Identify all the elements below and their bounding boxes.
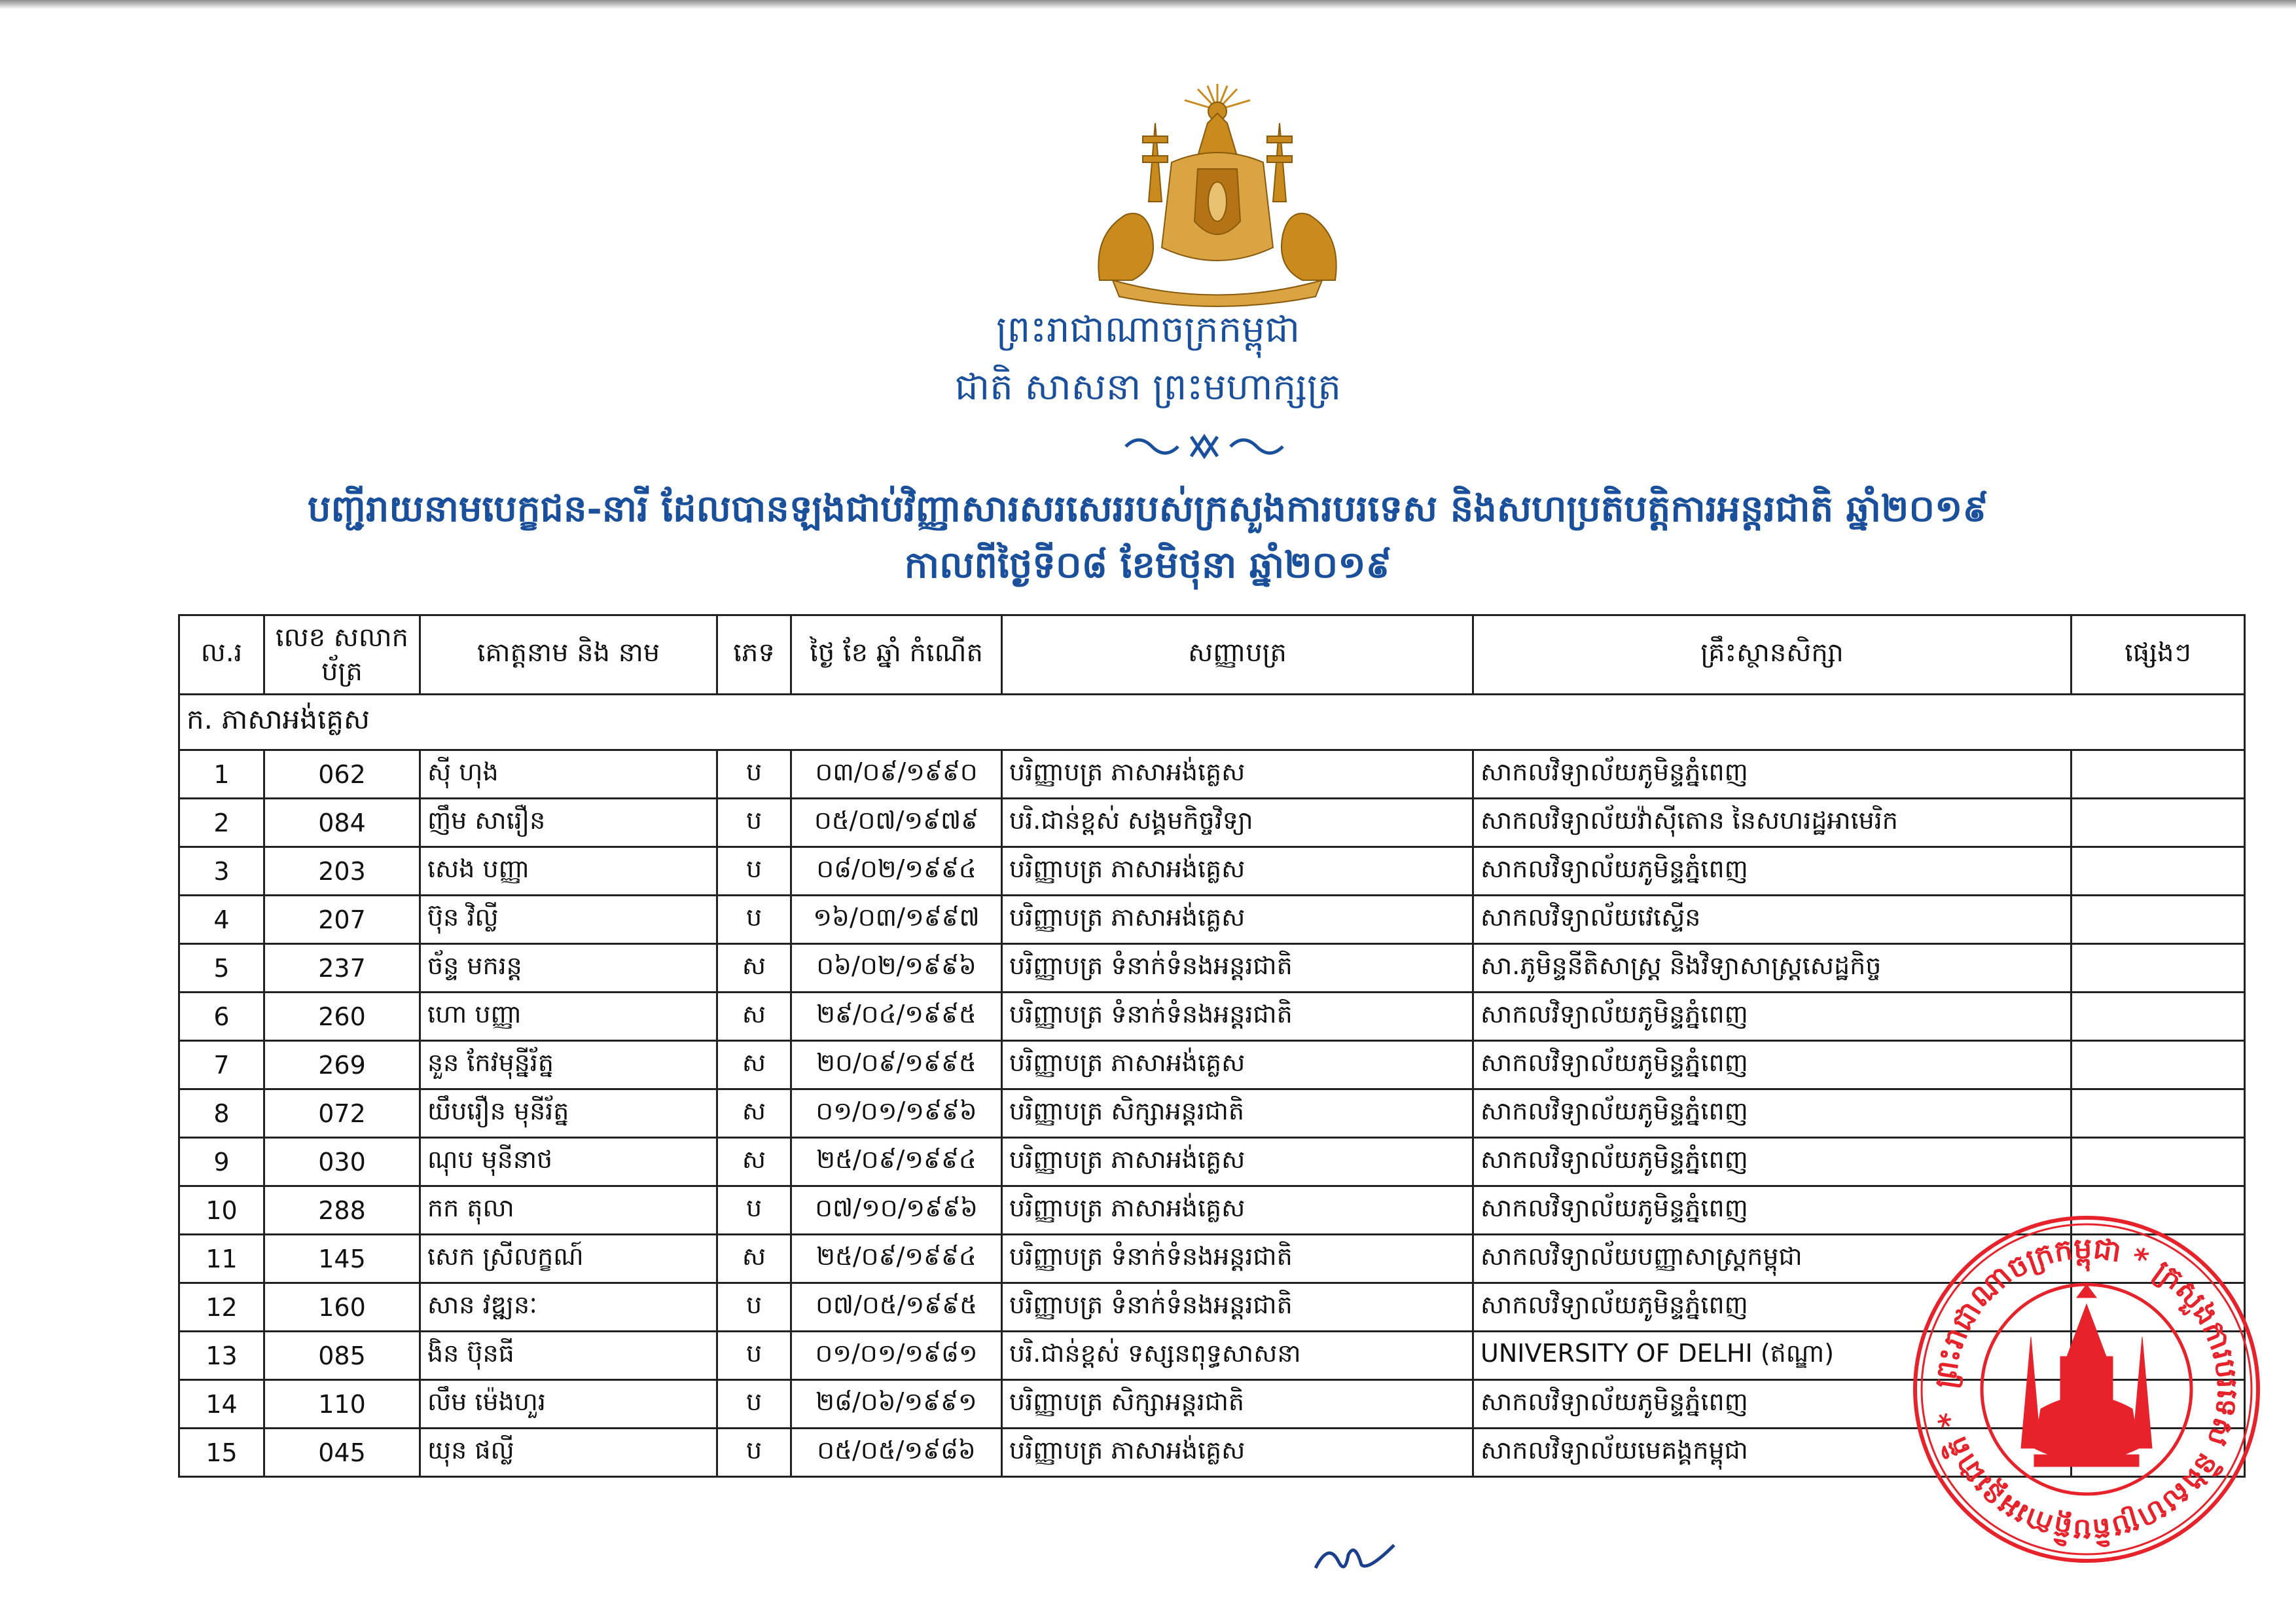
column-header-certificate: លេខ សលាកប័ត្រ	[264, 615, 420, 695]
cell-certificate: 288	[264, 1186, 420, 1235]
table-row	[179, 847, 2245, 896]
cell-degree: បរិញ្ញាបត្រ ទំនាក់ទំនងអន្តរជាតិ	[1002, 993, 1473, 1041]
cell-dob: ០៨/០២/១៩៩៤	[791, 847, 1002, 896]
cell-certificate: 269	[264, 1041, 420, 1089]
cell-certificate: 072	[264, 1089, 420, 1138]
cell-institution: សាកលវិទ្យាល័យភូមិន្ទភ្នំពេញ	[1473, 1041, 2072, 1089]
cell-number: 13	[179, 1332, 264, 1380]
official-seal-icon	[1910, 1213, 2263, 1566]
cell-degree: បរិញ្ញាបត្រ ភាសាអង់គ្លេស	[1002, 750, 1473, 799]
cell-name: ប៊ុន វិល្លី	[420, 896, 717, 944]
cell-degree: បរិញ្ញាបត្រ ភាសាអង់គ្លេស	[1002, 896, 1473, 944]
cell-sex: ស	[717, 944, 791, 993]
cell-institution: សាកលវិទ្យាល័យមេគង្គកម្ពុជា	[1473, 1429, 2072, 1477]
cell-degree: បរិញ្ញាបត្រ ភាសាអង់គ្លេស	[1002, 1429, 1473, 1477]
cell-institution: សាកលវិទ្យាល័យភូមិន្ទភ្នំពេញ	[1473, 1138, 2072, 1186]
cell-dob: ១៦/០៣/១៩៩៧	[791, 896, 1002, 944]
cell-dob: ២៥/០៩/១៩៩៤	[791, 1235, 1002, 1283]
signature-mark-icon	[1309, 1535, 1401, 1581]
column-header-degree: សញ្ញាបត្រ	[1002, 615, 1473, 695]
cell-dob: ០១/០១/១៩៩៦	[791, 1089, 1002, 1138]
table-row	[179, 1089, 2245, 1138]
cell-name: យឹបរឿន មុនីរ័ត្ន	[420, 1089, 717, 1138]
column-header-number: ល.រ	[179, 615, 264, 695]
column-header-name: គោត្តនាម និង នាម	[420, 615, 717, 695]
section-header-row	[179, 695, 2245, 750]
cell-sex: ប	[717, 1380, 791, 1429]
cell-name: កក តុលា	[420, 1186, 717, 1235]
royal-coat-of-arms-icon	[1086, 84, 1348, 310]
ornament-divider-icon	[1113, 427, 1296, 466]
cell-degree: បរិញ្ញាបត្រ ភាសាអង់គ្លេស	[1002, 1041, 1473, 1089]
table-row	[179, 993, 2245, 1041]
cell-number: 10	[179, 1186, 264, 1235]
cell-number: 15	[179, 1429, 264, 1477]
cell-number: 9	[179, 1138, 264, 1186]
cell-other	[2072, 993, 2245, 1041]
cell-number: 7	[179, 1041, 264, 1089]
table-row	[179, 896, 2245, 944]
cell-other	[2072, 847, 2245, 896]
cell-institution: សាកលវិទ្យាល័យបញ្ញាសាស្ត្រកម្ពុជា	[1473, 1235, 2072, 1283]
cell-name: យុន ផល្លី	[420, 1429, 717, 1477]
cell-institution: សាកលវិទ្យាល័យភូមិន្ទភ្នំពេញ	[1473, 1089, 2072, 1138]
cell-institution: សាកលវិទ្យាល័យភូមិន្ទភ្នំពេញ	[1473, 1380, 2072, 1429]
cell-institution: សាកលវិទ្យាល័យវេស្ទើន	[1473, 896, 2072, 944]
cell-dob: ២៩/០៤/១៩៩៥	[791, 993, 1002, 1041]
cell-sex: ប	[717, 847, 791, 896]
cell-certificate: 260	[264, 993, 420, 1041]
document-date-line: កាលពីថ្ងៃទី០៨ ខែមិថុនា ឆ្នាំ២០១៩	[904, 543, 1392, 587]
cell-dob: ០៧/១០/១៩៩៦	[791, 1186, 1002, 1235]
cell-name: នួន កែវមុន្នីរ័ត្ន	[420, 1041, 717, 1089]
cell-institution: សាកលវិទ្យាល័យភូមិន្ទភ្នំពេញ	[1473, 1283, 2072, 1332]
cell-dob: ២៨/០៦/១៩៩១	[791, 1380, 1002, 1429]
cell-institution: សាកលវិទ្យាល័យវ៉ាស៊ីតោន នៃសហរដ្ឋអាមេរិក	[1473, 799, 2072, 847]
section-title: ក. ភាសាអង់គ្លេស	[179, 695, 2245, 750]
cell-institution: សា.ភូមិន្ទនីតិសាស្ត្រ និងវិទ្យាសាស្ត្រសេដ្ឋកិច្ច	[1473, 944, 2072, 993]
cell-number: 11	[179, 1235, 264, 1283]
cell-other	[2072, 750, 2245, 799]
cell-institution: UNIVERSITY OF DELHI (ឥណ្ឌា)	[1473, 1332, 2072, 1380]
cell-degree: បរិញ្ញាបត្រ ទំនាក់ទំនងអន្តរជាតិ	[1002, 1235, 1473, 1283]
table-row	[179, 1041, 2245, 1089]
table-row	[179, 944, 2245, 993]
cell-certificate: 110	[264, 1380, 420, 1429]
cell-number: 2	[179, 799, 264, 847]
cell-degree: បរិញ្ញាបត្រ សិក្សាអន្តរជាតិ	[1002, 1089, 1473, 1138]
column-header-other: ផ្សេងៗ	[2072, 615, 2245, 695]
cell-institution: សាកលវិទ្យាល័យភូមិន្ទភ្នំពេញ	[1473, 847, 2072, 896]
cell-name: ងិន ប៊ុនធី	[420, 1332, 717, 1380]
table-header-row	[179, 615, 2245, 695]
cell-degree: បរិ.ជាន់ខ្ពស់ ទស្សនពុទ្ធសាសនា	[1002, 1332, 1473, 1380]
cell-number: 14	[179, 1380, 264, 1429]
cell-number: 4	[179, 896, 264, 944]
cell-other	[2072, 1138, 2245, 1186]
cell-certificate: 207	[264, 896, 420, 944]
cell-sex: ស	[717, 1138, 791, 1186]
cell-other	[2072, 1089, 2245, 1138]
cell-dob: ០៧/០៥/១៩៩៥	[791, 1283, 1002, 1332]
table-row	[179, 750, 2245, 799]
cell-dob: ២៥/០៩/១៩៩៤	[791, 1138, 1002, 1186]
cell-certificate: 085	[264, 1332, 420, 1380]
cell-dob: ០៥/០៧/១៩៧៩	[791, 799, 1002, 847]
cell-dob: ០៥/០៥/១៩៨៦	[791, 1429, 1002, 1477]
cell-certificate: 062	[264, 750, 420, 799]
column-header-institution: គ្រឹះស្ថានសិក្សា	[1473, 615, 2072, 695]
cell-number: 5	[179, 944, 264, 993]
cell-certificate: 045	[264, 1429, 420, 1477]
cell-degree: បរិញ្ញាបត្រ ភាសាអង់គ្លេស	[1002, 847, 1473, 896]
cell-degree: បរិញ្ញាបត្រ សិក្សាអន្តរជាតិ	[1002, 1380, 1473, 1429]
cell-dob: ០១/០១/១៩៨១	[791, 1332, 1002, 1380]
cell-certificate: 030	[264, 1138, 420, 1186]
cell-degree: បរិញ្ញាបត្រ ភាសាអង់គ្លេស	[1002, 1138, 1473, 1186]
cell-name: ស៊ី ហុង	[420, 750, 717, 799]
svg-text:ព្រះរាជាណាចក្រកម្ពុជា * ក្រសួង: ព្រះរាជាណាចក្រកម្ពុជា * ក្រសួងការបរទេស និងសហប្រតិបត្តិការអន្តរជាតិ *	[1928, 1231, 2244, 1547]
cell-other	[2072, 799, 2245, 847]
cell-certificate: 145	[264, 1235, 420, 1283]
cell-name: ណុប មុនីនាថ	[420, 1138, 717, 1186]
kingdom-heading: ព្រះរាជាណាចក្រកម្ពុជា	[996, 308, 1300, 351]
cell-sex: ស	[717, 1041, 791, 1089]
cell-dob: ២០/០៩/១៩៩៥	[791, 1041, 1002, 1089]
cell-number: 12	[179, 1283, 264, 1332]
cell-sex: ប	[717, 1429, 791, 1477]
column-header-dob: ថ្ងៃ ខែ ឆ្នាំ កំណើត	[791, 615, 1002, 695]
national-motto: ជាតិ សាសនា ព្រះមហាក្សត្រ	[954, 366, 1342, 409]
cell-name: សេង បញ្ញា	[420, 847, 717, 896]
cell-name: ញឹម សារឿន	[420, 799, 717, 847]
cell-number: 3	[179, 847, 264, 896]
cell-dob: ០៦/០២/១៩៩៦	[791, 944, 1002, 993]
cell-certificate: 237	[264, 944, 420, 993]
cell-institution: សាកលវិទ្យាល័យភូមិន្ទភ្នំពេញ	[1473, 1186, 2072, 1235]
cell-certificate: 203	[264, 847, 420, 896]
cell-degree: បរិញ្ញាបត្រ ទំនាក់ទំនងអន្តរជាតិ	[1002, 1283, 1473, 1332]
cell-sex: ស	[717, 993, 791, 1041]
cell-certificate: 084	[264, 799, 420, 847]
cell-institution: សាកលវិទ្យាល័យភូមិន្ទភ្នំពេញ	[1473, 750, 2072, 799]
table-row	[179, 1138, 2245, 1186]
cell-sex: ស	[717, 1089, 791, 1138]
cell-other	[2072, 1041, 2245, 1089]
cell-sex: ប	[717, 1283, 791, 1332]
scan-edge-band	[0, 0, 2296, 9]
cell-number: 6	[179, 993, 264, 1041]
table-row	[179, 799, 2245, 847]
cell-dob: ០៣/០៩/១៩៩០	[791, 750, 1002, 799]
cell-number: 1	[179, 750, 264, 799]
cell-certificate: 160	[264, 1283, 420, 1332]
cell-institution: សាកលវិទ្យាល័យភូមិន្ទភ្នំពេញ	[1473, 993, 2072, 1041]
cell-sex: ប	[717, 1186, 791, 1235]
cell-degree: បរិញ្ញាបត្រ ភាសាអង់គ្លេស	[1002, 1186, 1473, 1235]
cell-name: ហោ បញ្ញា	[420, 993, 717, 1041]
cell-other	[2072, 896, 2245, 944]
cell-sex: ប	[717, 1332, 791, 1380]
cell-name: សេក ស្រីលក្ខណ៍	[420, 1235, 717, 1283]
cell-sex: ប	[717, 896, 791, 944]
cell-name: សាន វឌ្ឍនៈ	[420, 1283, 717, 1332]
cell-degree: បរិញ្ញាបត្រ ទំនាក់ទំនងអន្តរជាតិ	[1002, 944, 1473, 993]
cell-sex: ស	[717, 1235, 791, 1283]
cell-other	[2072, 944, 2245, 993]
cell-degree: បរិ.ជាន់ខ្ពស់ សង្គមកិច្ចវិទ្យា	[1002, 799, 1473, 847]
document-title: បញ្ជីរាយនាមបេក្ខជន-នារី ដែលបានឡងជាប់វិញ្ញាសារសរសេររបស់ក្រសួងការបរទេស និងសហប្រតិបត្តិការអន្តរជាតិ ឆ្នាំ២០១៩	[307, 487, 1989, 530]
cell-name: ច័ន្ទ មករន្ត	[420, 944, 717, 993]
cell-name: លឹម ម៉េងហួរ	[420, 1380, 717, 1429]
column-header-sex: ភេទ	[717, 615, 791, 695]
cell-sex: ប	[717, 750, 791, 799]
cell-sex: ប	[717, 799, 791, 847]
cell-number: 8	[179, 1089, 264, 1138]
